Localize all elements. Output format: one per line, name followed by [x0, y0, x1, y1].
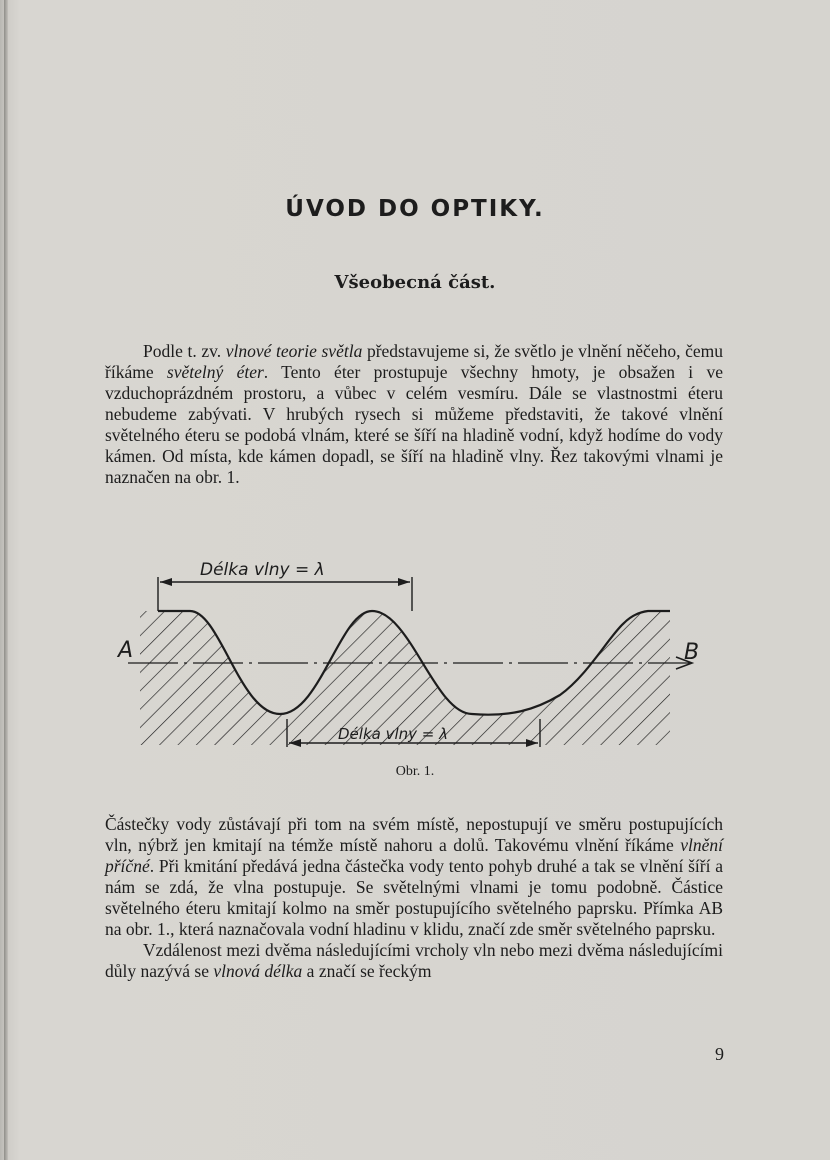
text-run: Vzdálenost mezi dvěma následujícími vrcholy vln nebo mezi dvěma následujícími důly nazývá se — [105, 940, 723, 981]
paragraph-wavelength — [105, 940, 723, 982]
text-run: . Při kmitání předává jedna částečka vody tento pohyb druhé a tak se vlnění šíří a nám se zdá, že vlna postupuje. Se světelnými vlnami je tomu podobně. Částice světelného éteru kmitají kolmo na směr postupujícího světelného paprsku. Přímka AB na obr. 1., která naznačovala vodní hladinu v klidu, značí zde směr světelného paprsku. — [105, 856, 723, 939]
top-wavelength-label: Délka vlny = λ — [200, 560, 325, 580]
paragraph-wave-theory — [105, 341, 723, 488]
chapter-title: ÚVOD DO OPTIKY. — [285, 196, 545, 222]
text-run: Podle t. zv. — [143, 341, 226, 361]
figure-caption: Obr. 1. — [395, 764, 435, 779]
text-run: Částečky vody zůstávají při tom na svém místě, nepostupují ve směru postupujících vln, nýbrž jen kmitají na témže místě nahoru a dolů. Takovému vlnění říkáme — [105, 814, 723, 855]
text-run: . Tento éter prostupuje všechny hmoty, je obsažen i ve vzduchoprázdném prostoru, a vůbec v celém vesmíru. Dále se vlastnostmi éteru nebudeme zabývati. V hrubých rysech si můžeme představiti, že takové vlnění světelného éteru se podobá vlnám, které se šíří na hladině vodní, když hodíme do vody kámen. Od místa, kde kámen dopadl, se šíří na hladině vlny. Řez takovými vlnami je naznačen na obr. 1. — [105, 362, 723, 487]
bottom-wavelength-label: Délka vlny = λ — [338, 725, 449, 743]
point-a-label: A — [118, 638, 134, 663]
top-dimension-arrow-right — [398, 578, 410, 586]
point-b-label: B — [684, 640, 700, 665]
text-block-waves — [105, 814, 723, 982]
italic-term: vlnové teorie světla — [225, 341, 363, 361]
page-number: 9 — [715, 1044, 724, 1064]
italic-term: vlnová délka — [213, 961, 303, 981]
text-run: a značí se řeckým — [302, 961, 432, 981]
wave-diagram — [110, 555, 730, 755]
section-subtitle: Všeobecná část. — [334, 272, 496, 293]
paragraph-transverse-waves — [105, 814, 723, 940]
text-block-intro — [105, 341, 723, 488]
page-binding-edge — [4, 0, 8, 1160]
italic-term: vlnění příčné — [105, 835, 723, 876]
text-run: představujeme si, že světlo je vlnění něčeho, čemu říkáme — [105, 341, 723, 382]
top-dimension-arrow-left — [160, 578, 172, 586]
italic-term: světelný éter — [166, 362, 264, 382]
